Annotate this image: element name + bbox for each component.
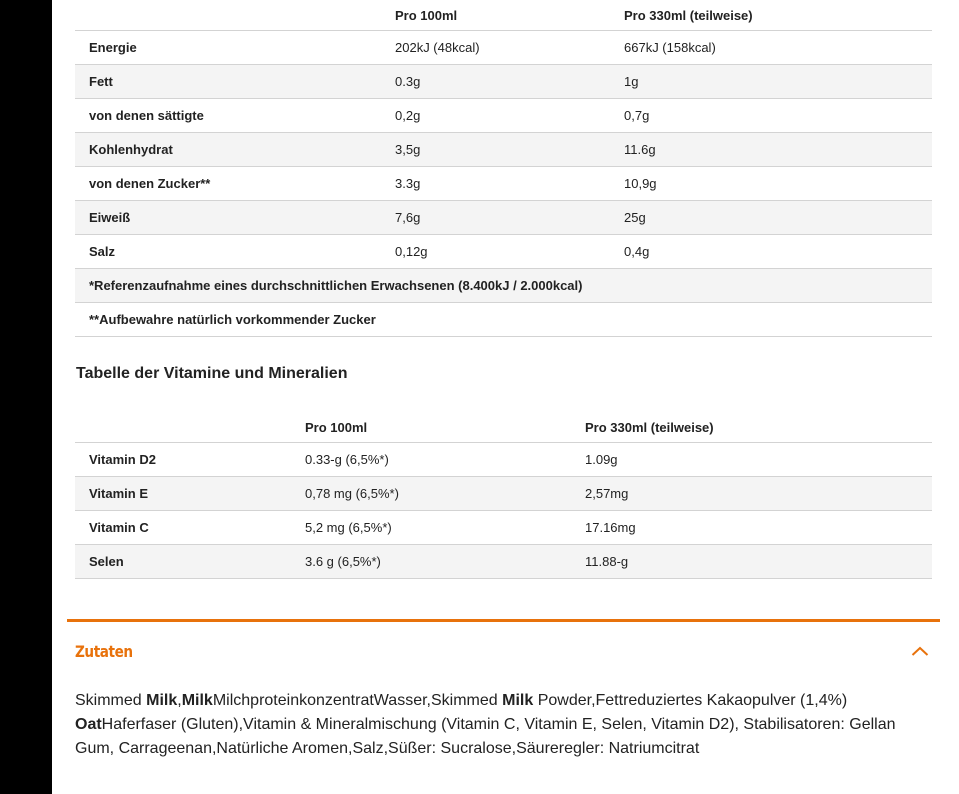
value-per-330ml: 11.88-g [571,545,932,579]
chevron-up-icon[interactable] [910,644,930,658]
ingredient-segment: Skimmed [75,692,147,709]
value-per-100ml: 0,12g [381,235,610,269]
value-per-330ml: 11.6g [610,133,932,167]
ingredient-segment: Powder,Fettreduziertes Kakaopulver (1,4%) [533,692,848,709]
ingredients-text [67,680,935,761]
ingredients-title: Zutaten [75,641,133,661]
vitamin-label: Vitamin C [75,511,291,545]
ingredient-segment: Haferfaser (Gluten),Vitamin & Mineralmischung (Vitamin C, Vitamin E, Selen, Vitamin D2), Stabilisatoren: Gellan Gum, Carrageenan,Natürliche Aromen,Salz,Süßer: Sucralose,Säureregler: Natriumcitrat [75,716,896,757]
value-per-330ml: 17.16mg [571,511,932,545]
ingredient-segment: MilchproteinkonzentratWasser,Skimmed [212,692,503,709]
nutrient-label: Eiweiß [75,201,381,235]
value-per-100ml: 0.33-g (6,5%*) [291,443,571,477]
value-per-330ml: 0,4g [610,235,932,269]
value-per-100ml: 0,78 mg (6,5%*) [291,477,571,511]
nutrient-label: von denen sättigte [75,99,381,133]
value-per-100ml: 3.3g [381,167,610,201]
vitamins-section-title: Tabelle der Vitamine und Mineralien [76,365,348,382]
header-per-100ml: Pro 100ml [291,412,571,443]
vitamins-table-header [75,412,932,443]
header-vitamin [75,412,291,443]
value-per-330ml: 1g [610,65,932,99]
header-per-330ml: Pro 330ml (teilweise) [571,412,932,443]
left-black-panel [0,0,52,794]
nutrient-label: Energie [75,31,381,65]
table-row [75,167,932,201]
nutrient-label: von denen Zucker** [75,167,381,201]
value-per-330ml: 25g [610,201,932,235]
value-per-330ml: 10,9g [610,167,932,201]
table-row [75,99,932,133]
table-row [75,235,932,269]
value-per-100ml: 7,6g [381,201,610,235]
table-row [75,133,932,167]
value-per-100ml: 0.3g [381,65,610,99]
value-per-330ml: 667kJ (158kcal) [610,31,932,65]
table-row [75,65,932,99]
ingredient-segment: , [177,692,182,709]
value-per-330ml: 2,57mg [571,477,932,511]
ingredients-accordion [67,619,940,761]
allergen-milk: Milk [181,692,213,709]
allergen-milk: Milk [502,692,534,709]
value-per-100ml: 3,5g [381,133,610,167]
footnote-row [75,269,932,303]
table-row [75,511,932,545]
allergen-milk: Milk [146,692,178,709]
nutrient-label: Salz [75,235,381,269]
value-per-100ml: 5,2 mg (6,5%*) [291,511,571,545]
product-details-content [52,0,959,794]
footnote-natural-sugar: **Aufbewahre natürlich vorkommender Zucker [75,303,932,337]
header-nutrient [75,0,381,31]
nutrition-table [75,0,932,337]
footnote-reference-intake: *Referenzaufnahme eines durchschnittlichen Erwachsenen (8.400kJ / 2.000kcal) [75,269,932,303]
value-per-100ml: 3.6 g (6,5%*) [291,545,571,579]
nutrient-label: Fett [75,65,381,99]
table-row [75,477,932,511]
ingredients-accordion-toggle[interactable] [67,622,940,680]
value-per-100ml: 202kJ (48kcal) [381,31,610,65]
allergen-oat: Oat [75,716,102,733]
value-per-330ml: 0,7g [610,99,932,133]
vitamin-label: Vitamin D2 [75,443,291,477]
table-row [75,201,932,235]
nutrition-table-header [75,0,932,31]
vitamins-table [75,412,932,579]
vitamin-label: Vitamin E [75,477,291,511]
footnote-row [75,303,932,337]
nutrient-label: Kohlenhydrat [75,133,381,167]
value-per-100ml: 0,2g [381,99,610,133]
table-row [75,31,932,65]
header-per-330ml: Pro 330ml (teilweise) [610,0,932,31]
value-per-330ml: 1.09g [571,443,932,477]
header-per-100ml: Pro 100ml [381,0,610,31]
table-row [75,545,932,579]
vitamin-label: Selen [75,545,291,579]
table-row [75,443,932,477]
